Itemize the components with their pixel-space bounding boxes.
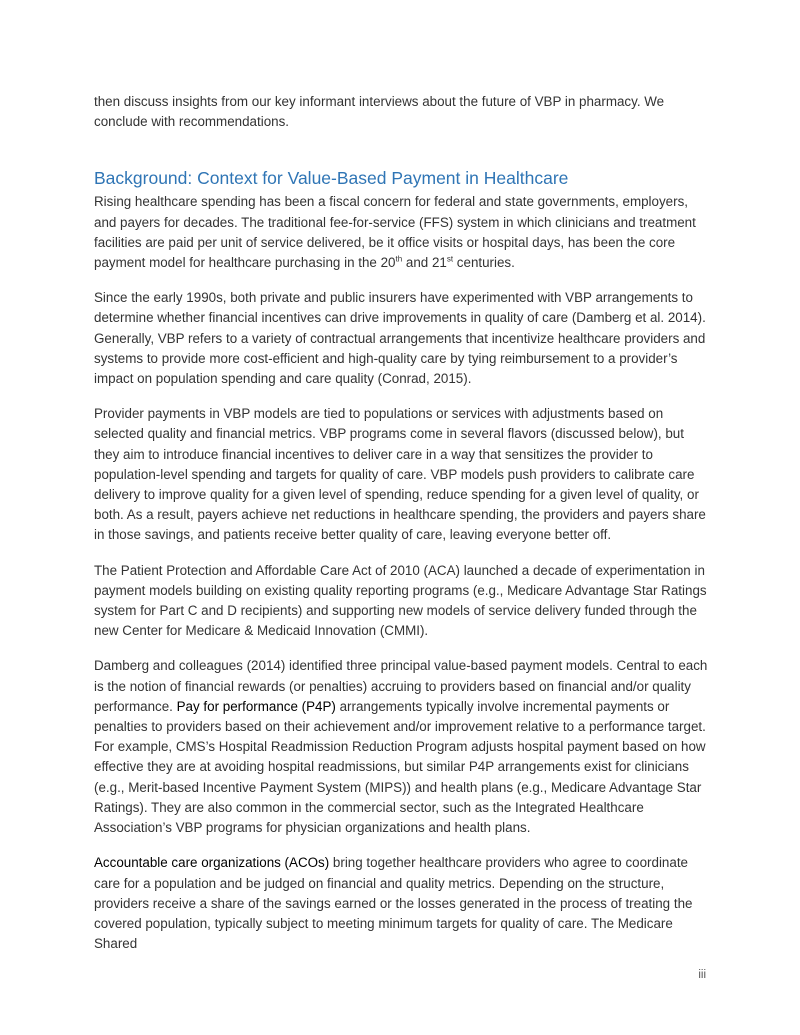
paragraph-aco — [94, 853, 712, 954]
paragraph-aca: The Patient Protection and Affordable Care Act of 2010 (ACA) launched a decade of experimentation in payment models building on existing quality reporting programs (e.g., Medicare Advantage Star Ratings system for Part C and D recipients) and supporting new models of service delivery funded through the new Center for Medicare & Medicaid Innovation (CMMI). — [94, 562, 707, 639]
term-aco: Accountable care organizations (ACOs) — [94, 855, 330, 871]
paragraph-text: bring together healthcare providers who agree to coordinate care for a population and be judged on financial and quality metrics. Depending on the structure, providers receive a share of the savings earned or the losses generated in the process of treating the covered population, typically subject to meeting minimum targets for quality of care. The Medicare Shared — [94, 855, 693, 952]
page-number: iii — [698, 969, 706, 981]
paragraph-vbp-history: Since the early 1990s, both private and public insurers have experimented with VBP arrangements to determine whether financial incentives can drive improvements in quality of care (Damberg et al. 2014). Generally, VBP refers to a variety of contractual arrangements that incentivize healthcare providers and systems to provide more cost-efficient and high-quality care by tying reimbursement to a provider’s impact on population spending and care quality (Conrad, 2015). — [94, 290, 706, 387]
paragraph-p4p — [94, 656, 712, 838]
paragraph-provider-payments: Provider payments in VBP models are tied to populations or services with adjustments based on selected quality and financial metrics. VBP programs come in several flavors (discussed below), but they aim to introduce financial incentives to deliver care in a way that sensitizes the provider to population-level spending and targets for quality of care. VBP models push providers to calibrate care delivery to improve quality for a given level of spending, reduce spending for a given level of quality, or both. As a result, payers achieve net reductions in healthcare spending, the providers and payers share in those savings, and patients receive better quality of care, leaving everyone better off. — [94, 406, 706, 543]
superscript-st: st — [446, 254, 454, 264]
document-body — [94, 92, 712, 969]
intro-paragraph: then discuss insights from our key informant interviews about the future of VBP in pharmacy. We conclude with recommendations. — [94, 94, 665, 130]
paragraph-text: Damberg and colleagues (2014) identified three principal value-based payment models. Central to each is the notion of financial rewards (or penalties) accruing to providers based on financial and/or quality performance. — [94, 658, 708, 714]
paragraph-text: centuries. — [453, 255, 515, 271]
paragraph-text: arrangements typically involve incremental payments or penalties to providers based on their achievement and/or improvement relative to a performance target. For example, CMS’s Hospital Readmission Reduction Program adjusts hospital payment based on how effective they are at avoiding hospital readmissions, but similar P4P arrangements exist for clinicians (e.g., Merit-based Incentive Payment System (MIPS)) and health plans (e.g., Medicare Advantage Star Ratings). They are also common in the commercial sector, such as the Integrated Healthcare Association’s VBP programs for physician organizations and health plans. — [94, 698, 706, 836]
section-heading: Background: Context for Value-Based Payment in Healthcare — [94, 168, 569, 189]
paragraph-text: and 21 — [402, 255, 447, 271]
superscript-th: th — [395, 254, 403, 264]
paragraph-text: Rising healthcare spending has been a fiscal concern for federal and state governments, employers, and payers for decades. The traditional fee-for-service (FFS) system in which clinicians and treatment facilities are paid per unit of service delivered, be it office visits or hospital days, has been the core payment model for healthcare purchasing in the 20 — [94, 194, 696, 271]
paragraph-ffs-background — [94, 192, 712, 273]
term-p4p: Pay for performance (P4P) — [176, 698, 336, 714]
